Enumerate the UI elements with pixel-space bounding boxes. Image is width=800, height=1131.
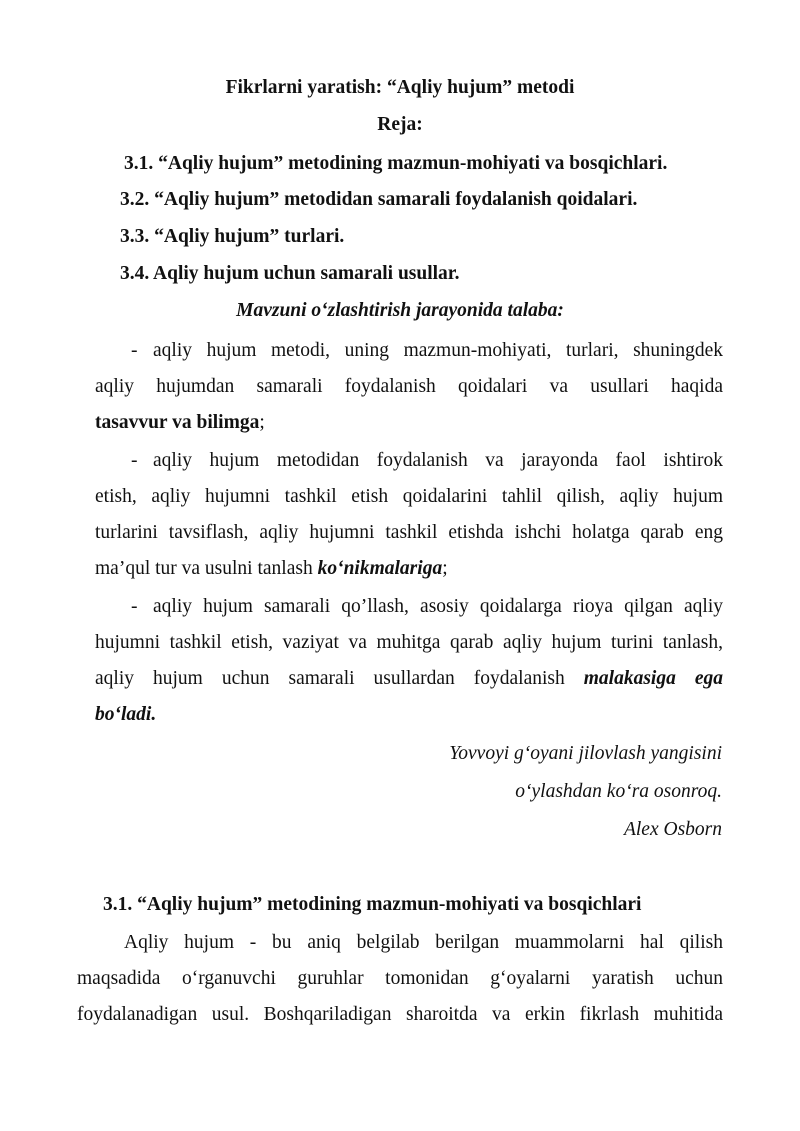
plan-item-3-3: 3.3. “Aqliy hujum” turlari.: [120, 226, 345, 247]
goal3-line3: aqliy hujum uchun samarali usullardan foydalanish malakasiga ega: [95, 668, 723, 689]
epigraph-author: Alex Osborn: [623, 819, 722, 840]
plan-item-3-4: 3.4. Aqliy hujum uchun samarali usullar.: [120, 263, 460, 284]
bullet-dash: -: [131, 450, 138, 471]
goal3-line1: - aqliy hujum samarali qo’llash, asosiy qoidalarga rioya qilgan aqliy: [131, 596, 723, 617]
body-line3: foydalanadigan usul. Boshqariladigan sharoitda va erkin fikrlash muhitida: [77, 1004, 723, 1025]
epigraph-line1: Yovvoyi g‘oyani jilovlash yangisini: [449, 743, 722, 764]
goal3-line4: bo‘ladi.: [95, 704, 157, 725]
epigraph-line2: o‘ylashdan ko‘ra osonroq.: [515, 781, 722, 802]
plan-label: Reja:: [377, 114, 423, 135]
goal3-line2: hujumni tashkil etish, vaziyat va muhitga qarab aqliy hujum turini tanlash,: [95, 632, 723, 653]
section-heading: 3.1. “Aqliy hujum” metodining mazmun-mohiyati va bosqichlari: [103, 894, 642, 915]
goal2-line4: ma’qul tur va usulni tanlash ko‘nikmalariga;: [95, 558, 448, 579]
bullet-dash: -: [131, 596, 138, 617]
plan-item-3-2: 3.2. “Aqliy hujum” metodidan samarali foydalanish qoidalari.: [120, 189, 638, 210]
goal1-line1: - aqliy hujum metodi, uning mazmun-mohiyati, turlari, shuningdek: [131, 340, 723, 361]
goal2-line1: - aqliy hujum metodidan foydalanish va jarayonda faol ishtirok: [131, 450, 723, 471]
page-title: Fikrlarni yaratish: “Aqliy hujum” metodi: [225, 77, 575, 98]
body-line1: Aqliy hujum - bu aniq belgilab berilgan muammolarni hal qilish: [124, 932, 723, 953]
goal2-line3: turlarini tavsiflash, aqliy hujumni tashkil etishda ishchi holatga qarab eng: [95, 522, 723, 543]
plan-item-3-1: 3.1. “Aqliy hujum” metodining mazmun-mohiyati va bosqichlari.: [124, 153, 668, 174]
goals-heading: Mavzuni o‘zlashtirish jarayonida talaba:: [236, 300, 564, 321]
goal1-line2: aqliy hujumdan samarali foydalanish qoidalari va usullari haqida: [95, 376, 723, 397]
bullet-dash: -: [131, 340, 138, 361]
body-line2: maqsadida o‘rganuvchi guruhlar tomonidan g‘oyalarni yaratish uchun: [77, 968, 723, 989]
goal1-line3: tasavvur va bilimga;: [95, 412, 265, 433]
goal2-line2: etish, aqliy hujumni tashkil etish qoidalarini tahlil qilish, aqliy hujum: [95, 486, 723, 507]
